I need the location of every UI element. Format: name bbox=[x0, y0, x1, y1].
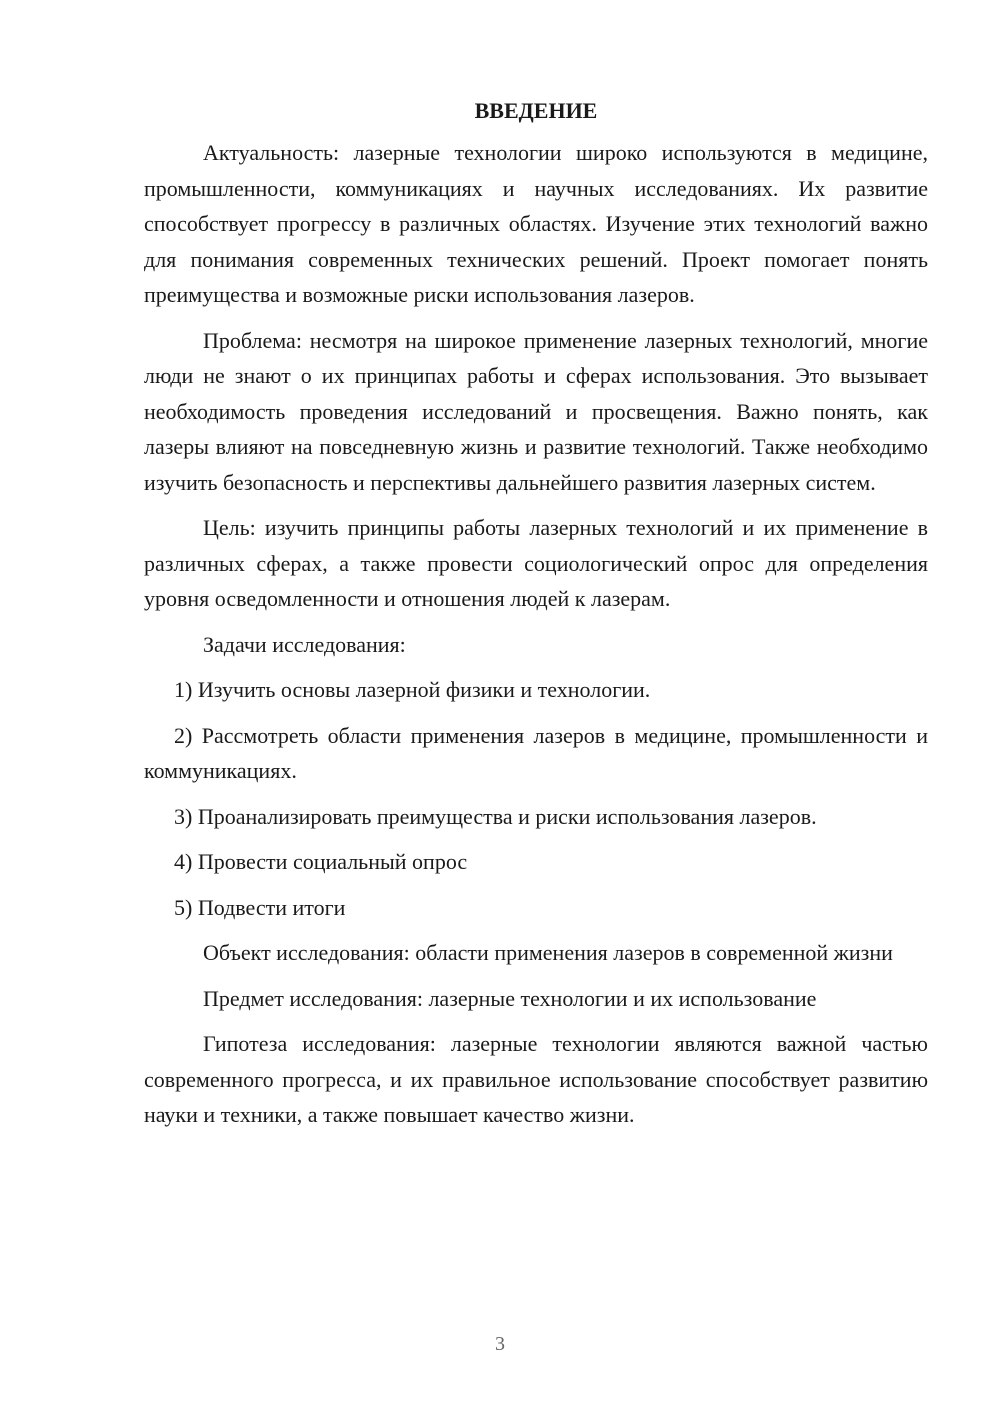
goal-paragraph: Цель: изучить принципы работы лазерных технологий и их применение в различных сферах, а также провести социологический опрос для определения уровня осведомленности и отношения людей к лазерам. bbox=[144, 515, 928, 611]
hypothesis-paragraph: Гипотеза исследования: лазерные технологии являются важной частью современного прогресса, и их правильное использование способствует развитию науки и техники, а также повышает качество жизни. bbox=[144, 1031, 928, 1127]
task-item-1: 1) Изучить основы лазерной физики и технологии. bbox=[174, 677, 651, 702]
section-title: ВВЕДЕНИЕ bbox=[474, 98, 598, 123]
subject-paragraph: Предмет исследования: лазерные технологии и их использование bbox=[203, 985, 817, 1011]
relevance-paragraph: Актуальность: лазерные технологии широко используются в медицине, промышленности, коммуникациях и научных исследованиях. Их развитие способствует прогрессу в различных областях. Изучение этих технологий важно для понимания современных технических решений. Проект помогает понять преимущества и возможные риски использования лазеров. bbox=[144, 140, 928, 307]
page-content bbox=[144, 96, 928, 1133]
task-item-4: 4) Провести социальный опрос bbox=[174, 849, 468, 874]
problem-paragraph: Проблема: несмотря на широкое применение лазерных технологий, многие люди не знают о их принципах работы и сферах использования. Это вызывает необходимость проведения исследований и просвещения. Важно понять, как лазеры влияют на повседневную жизнь и развитие технологий. Также необходимо изучить безопасность и перспективы дальнейшего развития лазерных систем. bbox=[144, 327, 928, 495]
task-item-3: 3) Проанализировать преимущества и риски использования лазеров. bbox=[174, 803, 817, 829]
object-paragraph: Объект исследования: области применения лазеров в современной жизни bbox=[203, 940, 893, 965]
tasks-heading: Задачи исследования: bbox=[203, 631, 406, 657]
task-item-5: 5) Подвести итоги bbox=[174, 894, 346, 920]
page-number: 3 bbox=[495, 1333, 505, 1355]
task-item-2: 2) Рассмотреть области применения лазеров в медицине, промышленности и коммуникациях. bbox=[144, 722, 928, 783]
